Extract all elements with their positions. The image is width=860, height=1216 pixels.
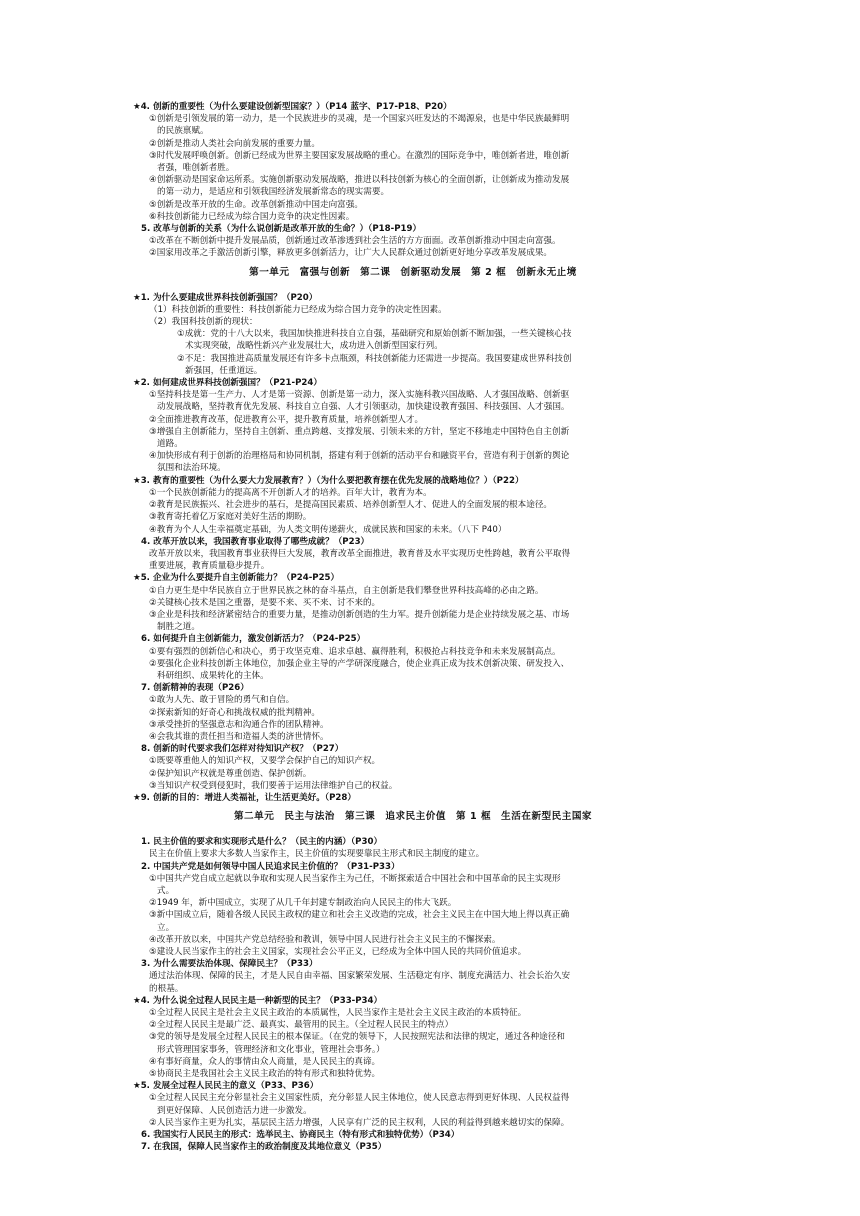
answer-line: 式。	[157, 885, 175, 896]
question-title: ★4. 创新的重要性（为什么要建设创新型国家？）（P14 蓝字、P17-P18、P20）	[133, 102, 452, 112]
answer-line: ②全面推进教育改革，促进教育公平，提升教育质量，培养创新型人才。	[149, 414, 424, 425]
question-title: ★5. 企业为什么要提升自主创新能力？（P24-P25）	[133, 573, 340, 584]
question-title: ★5. 发展全过程人民民主的意义（P33、P36）	[133, 1081, 319, 1092]
answer-line: 的第一动力，是适应和引领我国经济发展新常态的现实需要。	[157, 187, 390, 198]
answer-line: ⑤建设人民当家作主的社会主义国家，实现社会公平正义，已经成为全体中国人民的共同价值追求。	[149, 947, 527, 957]
answer-line: ②要强化企业科技创新主体地位，加强企业主导的产学研深度融合，使企业真正成为技术创新决策、研发投入、	[149, 658, 570, 669]
answer-line: ④加快形成有利于创新的治理格局和协同机制，搭建有利于创新的活动平台和融资平台，营造有利于创新的舆论	[149, 451, 570, 462]
answer-line: ④有事好商量，众人的事情由众人商量，是人民民主的真谛。	[149, 1056, 381, 1067]
answer-line: 通过法治体现、保障的民主，才是人民自由幸福、国家繁荣发展、生活稳定有序、制度充满活力、社会长治久安	[149, 971, 571, 982]
answer-line: ②1949 年，新中国成立，实现了从几千年封建专制政治向人民民主的伟大飞跃。	[149, 898, 457, 909]
answer-line: ①一个民族创新能力的提高离不开创新人才的培养。百年大计，教育为本。	[149, 487, 432, 498]
answer-line: 道路。	[157, 439, 183, 450]
answer-line: ⑥科技创新能力已经成为综合国力竞争的决定性因素。	[149, 211, 355, 222]
answer-line: ④改革开放以来，中国共产党总结经验和教训，领导中国人民进行社会主义民主的不懈探索。	[149, 934, 501, 945]
answer-line: （1）科技创新的重要性：科技创新能力已经成为综合国力竞争的决定性因素。	[149, 304, 447, 315]
answer-line: （2）我国科技创新的现状：	[149, 317, 258, 328]
answer-line: ②全过程人民民主是最广泛、最真实、最管用的民主。（全过程人民民主的特点）	[149, 1020, 454, 1031]
question-title: ★1. 为什么要建成世界科技创新强国？（P20）	[133, 292, 318, 303]
answer-line: 民主在价值上要求大多数人当家作主，民主价值的实现要靠民主形式和民主制度的建立。	[149, 849, 485, 860]
answer-line: 新强国，任重道远。	[185, 365, 263, 376]
answer-line: ④会我其谁的责任担当和造福人类的济世情怀。	[149, 731, 329, 742]
answer-line: 形式管理国家事务，管理经济和文化事业，管理社会事务。）	[157, 1044, 385, 1055]
answer-line: ①既要尊重他人的知识产权，又要学会保护自己的知识产权。	[149, 756, 381, 767]
answer-line: ③教育寄托着亿万家庭对美好生活的期盼。	[149, 512, 312, 523]
answer-line: ②人民当家作主更为扎实，基层民主活力增强，人民享有广泛的民主权利，人民的利益得到越来越切实的保障。	[149, 1117, 570, 1128]
answer-line: 术实现突破，战略性新兴产业发展壮大，成功进入创新型国家行列。	[185, 341, 443, 352]
answer-line: 的民族禀赋。	[157, 126, 209, 137]
answer-line: ③承受挫折的坚强意志和沟通合作的团队精神。	[149, 719, 329, 730]
answer-line: ②国家用改革之手激活创新引擎，释放更多创新活力，让广大人民群众通过创新更好地分享改革发展成果。	[149, 248, 553, 259]
question-title: 5. 改革与创新的关系（为什么说创新是改革开放的生命？）（P18-P19）	[141, 224, 422, 235]
answer-line: ⑤协商民主是我国社会主义民主政治的特有形式和独特优势。	[149, 1069, 381, 1080]
answer-line: 的根基。	[149, 983, 184, 994]
answer-line: ①中国共产党自成立起就以争取和实现人民当家作主为己任，不断探索适合中国社会和中国革命的民主实现形	[149, 873, 561, 884]
section-heading: 第一单元 富强与创新 第二课 创新驱动发展 第 2 框 创新永无止境	[249, 266, 577, 278]
answer-line: ③时代发展呼唤创新。创新已经成为世界主要国家发展战略的重心。在激烈的国际竞争中，唯创新者进，唯创新	[149, 150, 570, 161]
answer-line: ④教育为个人人生幸福奠定基础，为人类文明传递薪火，成就民族和国家的未来。（八下 P40）	[149, 524, 507, 535]
answer-line: ②关键核心技术是国之重器，是要不来、买不来、讨不来的。	[149, 597, 381, 608]
answer-line: ①坚持科技是第一生产力、人才是第一资源、创新是第一动力，深入实施科教兴国战略、人才强国战略、创新驱	[149, 390, 570, 401]
answer-line: 氛围和法治环境。	[157, 463, 226, 474]
question-title: 7. 在我国，保障人民当家作主的政治制度及其地位意义（P35）	[141, 1142, 387, 1153]
answer-line: ②创新是推动人类社会向前发展的重要力量。	[149, 138, 320, 149]
answer-line: 动发展战略，坚持教育优先发展、科技自立自强、人才引领驱动，加快建设教育强国、科技强国、人才强国。	[157, 402, 570, 413]
question-title: 2. 中国共产党是如何领导中国人民追求民主价值的？（P31-P33）	[141, 861, 400, 872]
answer-line: ①全过程人民民主充分彰显社会主义国家性质，充分彰显人民主体地位，使人民意志得到更好体现、人民权益得	[149, 1093, 570, 1104]
question-title: 4. 改革开放以来，我国教育事业取得了哪些成就？（P23）	[141, 536, 370, 547]
answer-line: 者强，唯创新者胜。	[157, 163, 235, 174]
question-title: 8. 创新的时代要求我们怎样对待知识产权？（P27）	[141, 744, 344, 755]
question-title: ★2. 如何建成世界科技创新强国？（P21-P24）	[133, 378, 322, 389]
answer-line: ①全过程人民民主是社会主义民主政治的本质属性，人民当家作主是社会主义民主政治的本质特征。	[149, 1008, 527, 1019]
answer-line: ③党的领导是发展全过程人民民主的根本保证。（在党的领导下，人民按照宪法和法律的规定，通过各种途径和	[149, 1032, 565, 1043]
answer-line: ②教育是民族振兴、社会进步的基石，是提高国民素质、培养创新型人才、促进人的全面发展的根本途径。	[149, 500, 553, 511]
document-page	[133, 101, 693, 1153]
question-title: ★4. 为什么说全过程人民民主是一种新型的民主？（P33-P34）	[133, 995, 383, 1006]
answer-line: ⑤创新是改革开放的生命。改革创新推动中国走向富强。	[149, 199, 363, 210]
question-title: ★9. 创新的目的：增进人类福祉，让生活更美好。（P28）	[133, 792, 356, 803]
answer-line: 改革开放以来，我国教育事业获得巨大发展，教育改革全面推进，教育普及水平实现历史性跨越，教育公平取得	[149, 548, 571, 559]
answer-line: ①要有强烈的创新信心和决心，勇于攻坚克难、追求卓越、赢得胜利，积极抢占科技竞争和未来发展制高点。	[149, 646, 561, 657]
answer-line: 立。	[157, 922, 175, 933]
answer-line: 到更好保障、人民创造活力进一步激发。	[157, 1105, 312, 1116]
answer-line: 科研组织、成果转化的主体。	[157, 670, 269, 681]
answer-line: ②保护知识产权就是尊重创造、保护创新。	[149, 768, 312, 779]
question-title: 6. 我国实行人民民主的形式：选举民主、协商民主（特有形式和独特优势）（P34）	[141, 1130, 460, 1141]
question-title: 1. 民主价值的要求和实现形式是什么？（民主的内涵）（P30）	[141, 837, 383, 848]
question-title: 6. 如何提升自主创新能力，激发创新活力？（P24-P25）	[141, 634, 366, 645]
question-title: 3. 为什么需要法治体现、保障民主？（P33）	[141, 959, 318, 970]
answer-line: 重要进展，教育质量稳步提升。	[149, 561, 270, 572]
answer-line: ①创新是引领发展的第一动力，是一个民族进步的灵魂，是一个国家兴旺发达的不竭源泉，也是中华民族最鲜明	[149, 114, 570, 125]
answer-line: ①敢为人先、敢于冒险的勇气和自信。	[149, 695, 295, 706]
answer-line: ②探索新知的好奇心和挑战权威的批判精神。	[149, 707, 320, 718]
answer-line: ①成就：党的十八大以来，我国加快推进科技自立自强，基础研究和原始创新不断加强，一些关键核心技	[177, 329, 572, 340]
question-title: ★3. 教育的重要性（为什么要大力发展教育？）（为什么要把教育摆在优先发展的战略地位？）（P22）	[133, 475, 524, 486]
answer-line: ③企业是科技和经济紧密结合的重要力量，是推动创新创造的生力军。提升创新能力是企业持续发展之基、市场	[149, 609, 570, 620]
answer-line: ①自力更生是中华民族自立于世界民族之林的奋斗基点，自主创新是我们攀登世界科技高峰的必由之路。	[149, 585, 544, 596]
section-heading: 第二单元 民主与法治 第三课 追求民主价值 第 1 框 生活在新型民主国家	[233, 811, 593, 823]
answer-line: ①改革在不断创新中提升发展品质，创新通过改革渗透到社会生活的方方面面。改革创新推动中国走向富强。	[149, 236, 561, 247]
answer-line: 制胜之道。	[157, 622, 200, 633]
question-title: 7. 创新精神的表现（P26）	[141, 683, 249, 694]
answer-line: ③增强自主创新能力，坚持自主创新、重点跨越、支撑发展、引领未来的方针，坚定不移地走中国特色自主创新	[149, 426, 570, 437]
answer-line: ②不足：我国推进高质量发展还有许多卡点瓶颈，科技创新能力还需进一步提高。我国要建成世界科技创	[177, 353, 572, 364]
answer-line: ③当知识产权受到侵犯时，我们要善于运用法律维护自己的权益。	[149, 780, 398, 791]
answer-line: ③新中国成立后，随着各级人民民主政权的建立和社会主义改造的完成，社会主义民主在中国大地上得以真正确	[149, 910, 570, 921]
answer-line: ④创新驱动是国家命运所系。实施创新驱动发展战略，推进以科技创新为核心的全面创新，让创新成为推动发展	[149, 175, 570, 186]
